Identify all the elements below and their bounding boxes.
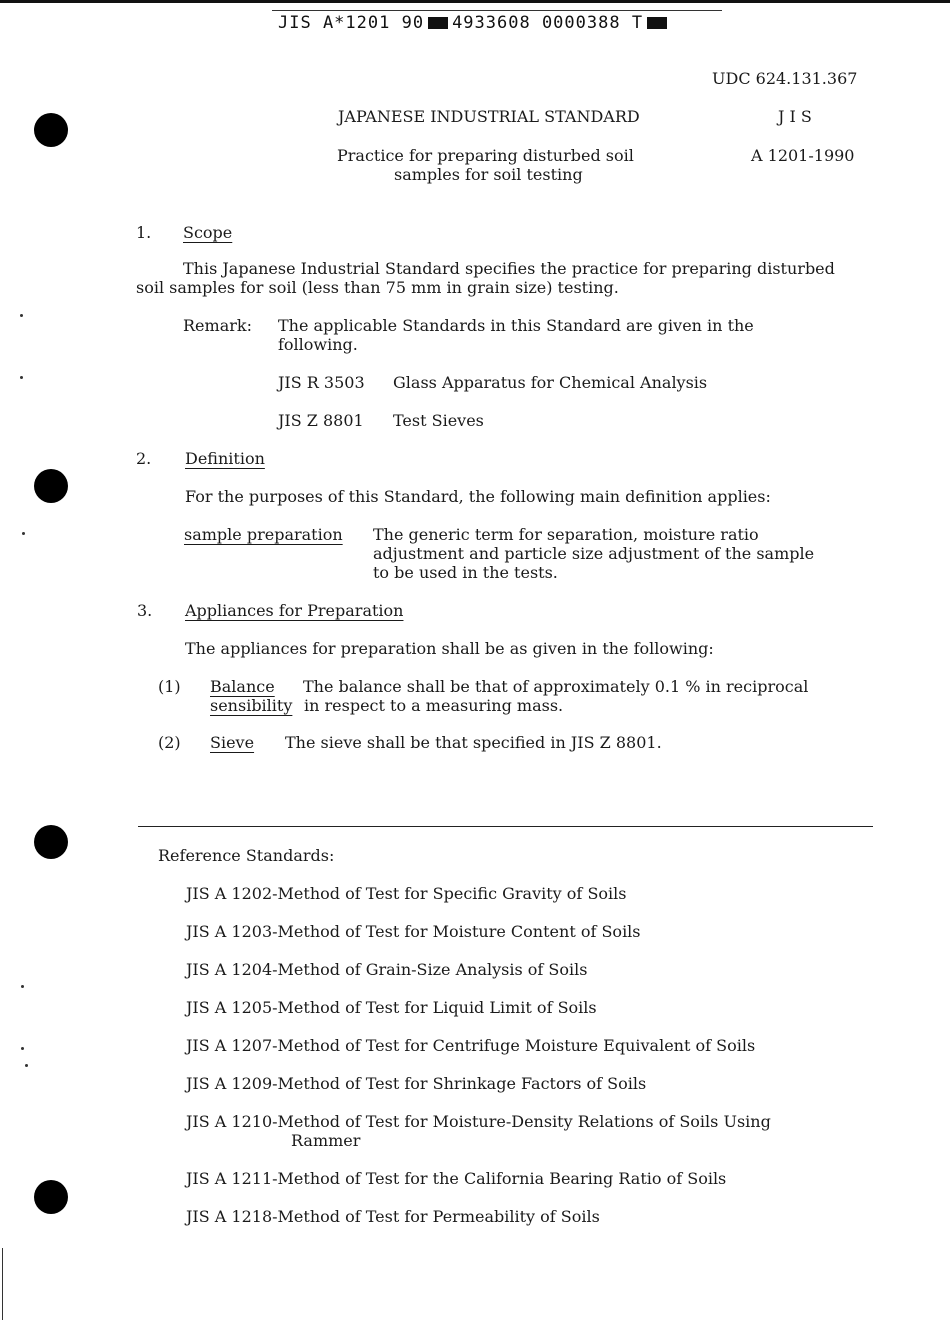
code-line-rule	[272, 10, 722, 11]
list-item-number: (2)	[158, 733, 181, 752]
reference-item: JIS A 1205-Method of Test for Liquid Limit of Soils	[186, 998, 597, 1017]
document-title-line1: Practice for preparing disturbed soil	[337, 146, 634, 165]
footnote-divider	[138, 826, 873, 827]
scan-speck	[22, 532, 25, 535]
remark-label: Remark:	[183, 316, 252, 335]
definition-text-line1: The generic term for separation, moisture ratio	[373, 525, 759, 544]
list-item-number: (1)	[158, 677, 181, 696]
definition-intro: For the purposes of this Standard, the following main definition applies:	[185, 487, 771, 506]
catalog-code-line	[278, 14, 671, 33]
scope-paragraph-line1: This Japanese Industrial Standard specifies the practice for preparing disturbed	[183, 259, 835, 278]
punch-hole	[34, 825, 68, 859]
reference-item: JIS A 1209-Method of Test for Shrinkage Factors of Soils	[186, 1074, 647, 1093]
section-number: 3.	[137, 601, 153, 620]
remark-text-line1: The applicable Standards in this Standard are given in the	[278, 316, 754, 335]
section-heading-scope: Scope	[183, 223, 233, 242]
reference-item: JIS A 1211-Method of Test for the California Bearing Ratio of Soils	[186, 1169, 727, 1188]
scan-speck	[25, 1064, 28, 1067]
appliance-term-sieve: Sieve	[210, 733, 255, 752]
reference-item: JIS A 1218-Method of Test for Permeability of Soils	[186, 1207, 600, 1226]
applicable-standard-title: Glass Apparatus for Chemical Analysis	[393, 373, 708, 392]
definition-text-line3: to be used in the tests.	[373, 563, 558, 582]
scan-speck	[20, 314, 23, 317]
reference-item: JIS A 1207-Method of Test for Centrifuge Moisture Equivalent of Soils	[186, 1036, 756, 1055]
scan-speck	[21, 1047, 24, 1050]
applicable-standard-code: JIS R 3503	[278, 373, 365, 392]
scan-edge-line	[2, 1248, 3, 1320]
udc-number: UDC 624.131.367	[712, 69, 858, 88]
block-mark	[428, 17, 448, 29]
standard-number: A 1201-1990	[751, 146, 855, 165]
section-number: 1.	[136, 223, 152, 242]
document-title-line2: samples for soil testing	[394, 165, 583, 184]
catalog-code-part1: JIS A*1201 90	[278, 13, 425, 33]
applicable-standard-title: Test Sieves	[393, 411, 484, 430]
reference-item: JIS A 1203-Method of Test for Moisture Content of Soils	[186, 922, 641, 941]
reference-item: JIS A 1210-Method of Test for Moisture-Density Relations of Soils Using	[186, 1112, 771, 1131]
scan-speck	[20, 376, 23, 379]
defined-term: sample preparation	[184, 525, 343, 544]
scan-speck	[21, 985, 24, 988]
standard-organization: JAPANESE INDUSTRIAL STANDARD	[338, 107, 640, 126]
appliances-intro: The appliances for preparation shall be as given in the following:	[185, 639, 714, 658]
definition-text-line2: adjustment and particle size adjustment of the sample	[373, 544, 815, 563]
jis-mark: J I S	[778, 107, 812, 126]
block-mark	[647, 17, 667, 29]
punch-hole	[34, 1180, 68, 1214]
balance-text-line1: The balance shall be that of approximately 0.1 % in reciprocal	[303, 677, 809, 696]
sieve-text: The sieve shall be that specified in JIS Z 8801.	[285, 733, 662, 752]
remark-text-line2: following.	[278, 335, 358, 354]
applicable-standard-code: JIS Z 8801	[278, 411, 364, 430]
reference-item: JIS A 1202-Method of Test for Specific Gravity of Soils	[186, 884, 627, 903]
punch-hole	[34, 469, 68, 503]
reference-item: JIS A 1204-Method of Grain-Size Analysis of Soils	[186, 960, 588, 979]
scan-top-edge	[0, 0, 950, 3]
section-heading-definition: Definition	[185, 449, 265, 468]
section-heading-appliances: Appliances for Preparation	[185, 601, 404, 620]
balance-text-sensibility: sensibility	[210, 696, 293, 715]
punch-hole	[34, 113, 68, 147]
balance-text-line2: in respect to a measuring mass.	[304, 696, 564, 715]
appliance-term-balance: Balance	[210, 677, 275, 696]
catalog-code-part2: 4933608 0000388 T	[452, 13, 644, 33]
scope-paragraph-line2: soil samples for soil (less than 75 mm in grain size) testing.	[136, 278, 619, 297]
reference-standards-heading: Reference Standards:	[158, 846, 335, 865]
section-number: 2.	[136, 449, 152, 468]
reference-item-continuation: Rammer	[291, 1131, 361, 1150]
